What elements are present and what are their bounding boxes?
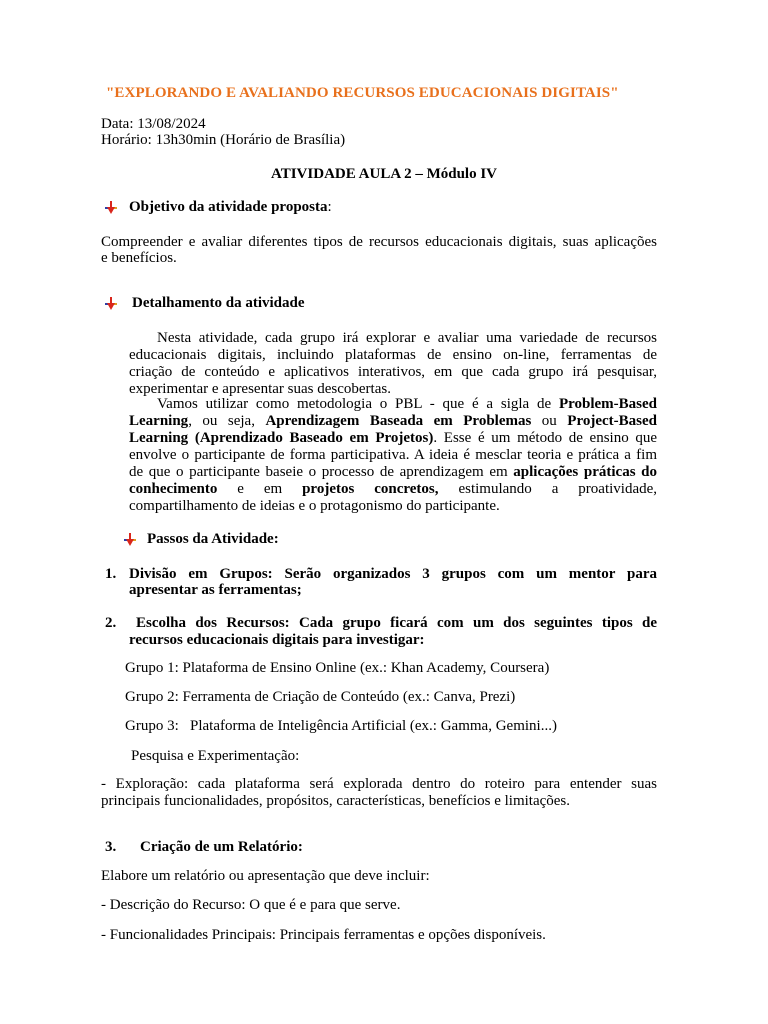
detail-p2-text-d: , ou seja, [188,413,266,429]
arrow-down-bullet-icon [104,297,118,311]
step-1-number: 1. [105,566,117,582]
date-line: Data: 13/08/2024 [101,116,206,132]
step-3-number: 3. [105,839,117,855]
detail-p2-line6 [129,481,657,498]
detail-p2-line2 [129,413,657,430]
detail-p2-aprendizagem: Aprendizagem Baseada em Problemas [265,413,532,429]
detail-p1-line2: educacionais digitais, incluindo plataformas de ensino on-line, ferramentas de [129,347,657,363]
explore-line1: - Exploração: cada plataforma será explorada dentro do roteiro para entender suas [101,776,657,792]
explore-line2: principais funcionalidades, propósitos, características, benefícios e limitações. [101,793,571,809]
detail-p2-text-o: estimulando a proatividade, [438,481,658,497]
detail-p2-line1 [157,396,657,413]
report-item-2: - Funcionalidades Principais: Principais ferramentas e opções disponíveis. [101,927,546,943]
detail-p2-aplicacoes: aplicações práticas do [513,464,657,480]
detail-p2-text-i: . Esse é um método de ensino que [433,430,658,446]
detail-p2-text-f: ou [531,413,568,429]
detail-p2-line5 [129,464,657,481]
detail-p1-line4: experimentar e apresentar suas descobertas. [129,381,391,397]
detail-p2-line4: envolve o participante de forma participativa. A ideia é mesclar teoria e prática a fim [129,447,657,463]
group-2-line: Grupo 2: Ferramenta de Criação de Conteúdo (ex.: Canva, Prezi) [125,689,516,705]
detail-p2-problem-based: Problem-Based [558,396,657,412]
objective-text-line2: e benefícios. [101,250,177,266]
detail-p2-line3 [129,430,657,447]
detail-p2-text-m: e em [217,481,303,497]
step-2-line2: recursos educacionais digitais para investigar: [129,632,425,648]
activity-heading: ATIVIDADE AULA 2 – Módulo IV [271,166,498,182]
detail-heading: Detalhamento da atividade [132,295,305,311]
objective-colon: : [327,199,332,215]
detail-p1-line1: Nesta atividade, cada grupo irá explorar e avaliar uma variedade de recursos [157,330,657,346]
step-1-line2: apresentar as ferramentas; [129,582,302,598]
step-2-line1: Escolha dos Recursos: Cada grupo ficará com um dos seguintes tipos de [136,615,657,631]
steps-heading: Passos da Atividade: [147,531,279,547]
objective-text-line1: Compreender e avaliar diferentes tipos de recursos educacionais digitais, suas aplicações [101,234,657,250]
time-line: Horário: 13h30min (Horário de Brasília) [101,132,346,148]
detail-p2-learning-projetos: Learning (Aprendizado Baseado em Projetos) [129,430,434,446]
step-2-number: 2. [105,615,117,631]
report-intro: Elabore um relatório ou apresentação que deve incluir: [101,868,430,884]
detail-p2-text-a: Vamos utilizar como metodologia o PBL - que é a sigla de [157,396,559,412]
detail-p2-learning: Learning [129,413,189,429]
research-line: Pesquisa e Experimentação: [131,748,300,764]
detail-p1-line3: criação de conteúdo e aplicativos interativos, em que cada grupo irá pesquisar, [129,364,657,380]
detail-p2-project-based: Project-Based [567,413,657,429]
detail-p2-line7: compartilhamento de ideias e o protagonismo do participante. [129,498,500,514]
document-title: "EXPLORANDO E AVALIANDO RECURSOS EDUCACIONAIS DIGITAIS" [106,85,619,101]
detail-p2-text-j: de que o participante baseie o processo de aprendizagem em [129,464,514,480]
detail-p2-conhecimento: conhecimento [129,481,218,497]
objective-heading-row [129,199,332,216]
report-item-1: - Descrição do Recurso: O que é e para que serve. [101,897,401,913]
step-3-title: Criação de um Relatório: [140,839,303,855]
detail-p2-projetos: projetos concretos, [302,481,439,497]
arrow-down-bullet-icon [123,533,137,547]
objective-heading: Objetivo da atividade proposta [129,199,328,215]
group-1-line: Grupo 1: Plataforma de Ensino Online (ex.: Khan Academy, Coursera) [125,660,550,676]
arrow-down-bullet-icon [104,201,118,215]
group-3-line: Grupo 3: Plataforma de Inteligência Artificial (ex.: Gamma, Gemini...) [125,718,557,734]
step-1-line1: Divisão em Grupos: Serão organizados 3 grupos com um mentor para [129,566,657,582]
